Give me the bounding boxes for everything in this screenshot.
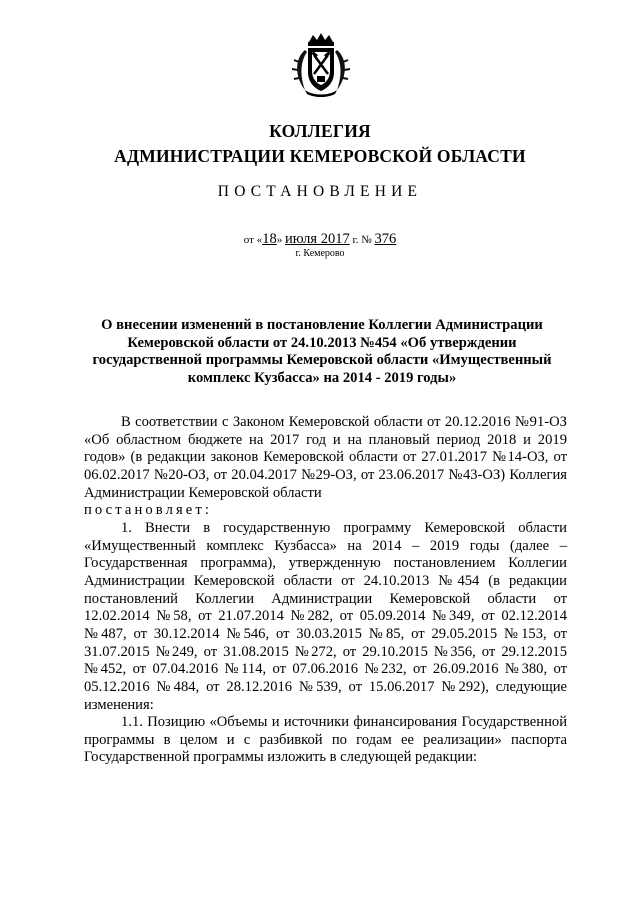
title-line4: комплекс Кузбасса» на 2014 - 2019 годы» [187, 370, 457, 387]
resolves-word: постановляет: [84, 502, 212, 519]
document-title [82, 317, 562, 388]
city: г. Кемерово [295, 248, 345, 259]
coat-of-arms-icon [291, 32, 351, 98]
date-month-year: июля 2017 [284, 231, 350, 247]
preamble-paragraph: В соответствии с Законом Кемеровской области от 20.12.2016 №91-ОЗ «Об областном бюджете на 2017 год и на плановый период 2018 и 2019 годов» (в редакции законов Кемеровской области от 27.01.2017 №14-ОЗ, от 06.02.2017 №20-ОЗ, от 20.04.2017 №29-ОЗ, от 23.06.2017 №43-ОЗ) Коллегия Администрации Кемеровской области [84, 414, 567, 501]
org-name-line2: АДМИНИСТРАЦИИ КЕМЕРОВСКОЙ ОБЛАСТИ [114, 146, 526, 166]
date-day: 18 [262, 231, 277, 247]
number-prefix: № [361, 234, 372, 246]
document-number: 376 [374, 231, 397, 247]
org-name-line1: КОЛЛЕГИЯ [269, 121, 371, 141]
document-type: ПОСТАНОВЛЕНИЕ [217, 183, 423, 200]
date-mid: » [276, 234, 283, 246]
date-line [0, 231, 640, 248]
item-1-paragraph: 1. Внести в государственную программу Кемеровской области «Имущественный комплекс Кузбасса» на 2014 – 2019 годы (далее – Государственная программа), утвержденную постановлением Коллегии Администрации Кемеровской области от 24.10.2013 №454 (в редакции постановлений Коллегии Администрации Кемеровской области от 12.02.2014 №58, от 21.07.2014 №282, от 05.09.2014 №349, от 02.12.2014 №487, от 30.12.2014 №546, от 30.03.2015 №85, от 29.05.2015 №153, от 31.07.2015 №249, от 31.08.2015 №272, от 29.10.2015 №356, от 29.12.2015 №452, от 07.04.2016 №114, от 07.06.2016 №232, от 26.09.2016 №380, от 05.12.2016 №484, от 28.12.2016 №539, от 15.06.2017 №292), следующие изменения: [84, 519, 567, 713]
document-body [84, 414, 567, 767]
title-line2: Кемеровской области от 24.10.2013 №454 «Об утверждении [127, 334, 517, 351]
item-1-1-paragraph: 1.1. Позицию «Объемы и источники финансирования Государственной программы в целом и с разбивкой по годам ее реализации» паспорта Государственной программы изложить в следующей редакции: [84, 714, 567, 766]
title-line3: государственной программы Кемеровской области «Имущественный [92, 352, 552, 369]
date-prefix: от « [243, 234, 263, 246]
date-suffix: г. [352, 234, 359, 246]
title-line1: О внесении изменений в постановление Коллегии Администрации [101, 317, 543, 333]
